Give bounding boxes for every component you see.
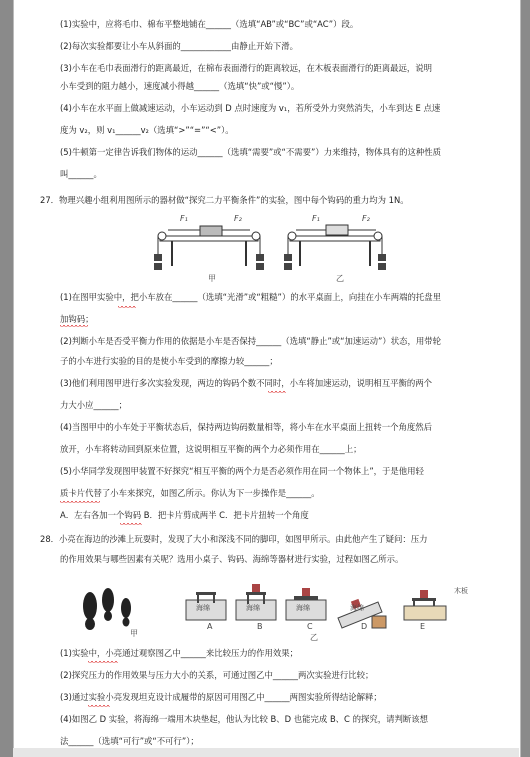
text-line: (1)实验中，小亮通过观察图乙中______来比较压力的作用效果； <box>60 648 298 658</box>
question-28-stem: 28．小亮在海边的沙滩上玩耍时，发现了大小和深浅不同的脚印，如图甲所示。由此他产生了疑问：压力 <box>40 534 428 544</box>
label-a: A <box>207 622 213 631</box>
text-line: (1)在图甲实验中，把小车放在______（选填“光滑”或“粗糙”）的水平桌面上，向挂在小车两端的托盘里 <box>60 292 441 302</box>
label-b: B <box>257 622 263 631</box>
sponge-label: 海绵 <box>296 604 310 612</box>
sponge-label: 海绵 <box>350 604 364 612</box>
force-label-f2: F₂ <box>234 214 242 223</box>
text-line: 叫______。 <box>60 169 102 179</box>
label-e: E <box>420 622 426 631</box>
page-bottom-edge <box>13 748 519 757</box>
text-line: (4)小车在水平面上做减速运动，小车运动到 D 点时速度为 v₁，若所受外力突然消失，小车到达 E 点速 <box>60 103 441 113</box>
spellcheck-underline <box>88 661 118 664</box>
footprints-icon <box>83 588 131 630</box>
spellcheck-underline <box>120 523 142 526</box>
text-line: (1)实验中，应将毛巾、棉布平整地铺在______（选填“AB”或“BC”或“AC”）段。 <box>60 19 359 29</box>
text-line: 放开，小车将转动回到原来位置，这说明相互平衡的两个力必须作用在______上； <box>60 444 362 454</box>
force-label-f2: F₂ <box>362 214 370 223</box>
board-label: 木板 <box>454 587 468 595</box>
board-e <box>404 590 446 620</box>
force-label-f1: F₁ <box>180 214 188 223</box>
text-line: 的作用效果与哪些因素有关呢？选用小桌子、钩码、海绵等器材进行实验，过程如图乙所示。 <box>60 554 404 564</box>
label-d: D <box>361 622 368 631</box>
text-line: (3)通过实验小亮发现坦克设计成履带的原因可用图乙中______两图实验所得结论解释； <box>60 692 382 702</box>
text-line: 加钩码； <box>60 314 94 324</box>
text-line: 法______（选填“可行”或“不可行”）； <box>60 736 199 746</box>
text-line: 子的小车进行实验的目的是使小车受到的摩擦力较______； <box>60 356 278 366</box>
text-line: 小车受到的阻力越小，速度减小得越______（选填“快”或“慢”）。 <box>60 81 300 91</box>
text-line: (4)如图乙 D 实验，将海绵一端用木块垫起，他认为比较 B、D 也能完成 B、C 的探究，请判断该想 <box>60 714 428 724</box>
figure-label-jia: 甲 <box>208 274 216 283</box>
text-line: (3)小车在毛巾表面滑行的距离最近，在棉布表面滑行的距离较远，在木板表面滑行的距离最远，说明 <box>60 63 432 73</box>
text-line: 质卡片代替了小车来探究，如图乙所示。你认为下一步操作是______。 <box>60 488 320 498</box>
text-line: 力大小应______； <box>60 400 127 410</box>
figure-label-jia: 甲 <box>130 629 138 638</box>
text-line: (4)当图甲中的小车处于平衡状态后，保持两边钩码数量相等，将小车在水平桌面上扭转一个角度然后 <box>60 422 432 432</box>
spellcheck-underline <box>60 501 100 504</box>
text-line: (3)他们利用图甲进行多次实验发现，两边的钩码个数不同时，小车将加速运动，说明相互平衡的两个 <box>60 378 432 388</box>
force-label-f1: F₁ <box>312 214 320 223</box>
label-c: C <box>307 622 313 631</box>
text-line: (5)小华同学发现图甲装置不好探究“相互平衡的两个力是否必须作用在同一个物体上”，于是他用轻 <box>60 466 424 476</box>
text-line: 度为 v₂，则 v₁______v₂（选填“>”“=”“<”）。 <box>60 125 234 135</box>
answer-options: A．左右各加一个钩码 B．把卡片剪成两半 C．把卡片扭转一个角度 <box>60 510 309 520</box>
text-line: (5)牛顿第一定律告诉我们物体的运动______（选填“需要”或“不需要”）力来维持，物体具有的这种性质 <box>60 147 441 157</box>
spellcheck-underline <box>88 705 110 708</box>
spellcheck-underline <box>268 391 286 394</box>
text-line: (2)判断小车是否受平衡力作用的依据是小车是否保持______（选填“静止”或“加速运动”）状态，用带轮 <box>60 336 441 346</box>
sponge-label: 海绵 <box>196 604 210 612</box>
text-line: (2)每次实验都要让小车从斜面的____________由静止开始下滑。 <box>60 41 298 51</box>
text-line: (2)探究压力的作用效果与压力大小的关系，可通过图乙中______两次实验进行比较； <box>60 670 374 680</box>
spellcheck-underline <box>118 306 136 309</box>
figure-label-yi: 乙 <box>310 633 318 642</box>
question-27-stem: 27．物理兴趣小组利用图所示的器材做“探究二力平衡条件”的实验，图中每个钩码的重力均为 1N。 <box>40 195 409 205</box>
sponge-b <box>236 584 276 620</box>
apparatus-jia <box>154 226 264 270</box>
apparatus-yi <box>284 225 386 270</box>
figure-label-yi: 乙 <box>336 274 344 283</box>
spellcheck-underline <box>60 325 88 328</box>
sponge-label: 海绵 <box>246 604 260 612</box>
